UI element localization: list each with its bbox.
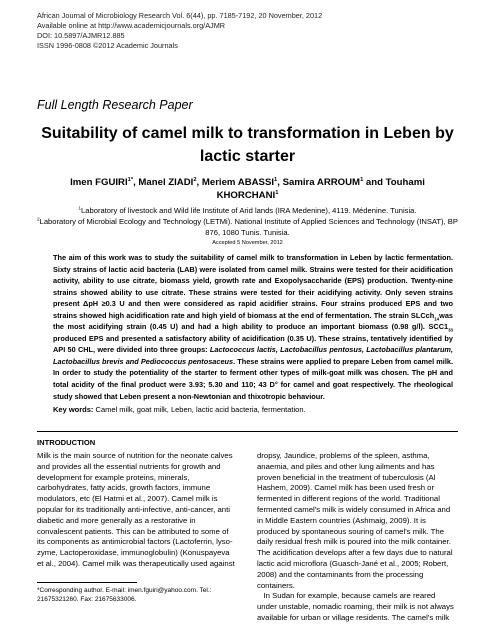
abstract: The aim of this work was to study the suitability of camel milk to transformation in Leben by lactic fermentation. Sixty strains of lactic acid bacteria (LAB) were isolated from camel milk. Strains were tested for their acidification activity, ability to use citrate, biomass yield, growth rate and Exopolysaccharide (EPS) production. Twenty-nine strains showed ability to use citrate. These strains were tested for their acidifying activity. Only seven strains present ΔpH ≥0.3 U and then were considered as rapid acidifier strains. Four strains produced EPS and two strains showed high acidification rate and high yield of biomass at the end of fermentation. The strain SLCch$_{14}$was the most acidifying strain (0.45 U) and had a high ability to produce an important biomass (0.98 g/l). $SCC1_{33}$ produced EPS and presented a satisfactory ability of acidification (0.35 U). These strains, tentatively identified by API 50 CHL, were divided into three groups: Lactococcus lactis, Lactobacillus pentosus, Lactobacillus plantarum, Lactobacillus brevis and Pediococcus pentosaceus. These strains were applied to prepare Leben from camel milk. In order to study the potentiality of the starter to ferment other types of milk-goat milk was chosen. The pH and total acidity of the final product were 3.93; 5.30 and 110; 43 D° for camel and goat respectively. The rheological study showed that Leben present a non-Newtonian and thixotropic behaviour. xyxy=(53,253,454,401)
affiliation-2: $^2$Laboratory of Microbial Ecology and Technology (LETMi). National Institute of Applied Sciences and Technology (INSAT), BP 876, 1080 Tunis. Tunisia. xyxy=(37,216,458,237)
issn: ISSN 1996-0808 ©2012 Academic Journals xyxy=(37,41,178,50)
text-line: modulators, etc (El Hatmi et al., 2007). Camel milk is xyxy=(37,494,218,504)
text-line: proven beneficial in the treatment of tuberculosis (Al xyxy=(257,472,436,482)
section-heading-introduction: INTRODUCTION xyxy=(37,438,96,447)
text-line: The acidification develops after a few days due to natural xyxy=(257,548,453,558)
footnote-divider xyxy=(37,582,137,583)
journal-header xyxy=(37,11,322,51)
text-line: et al., 2004). Camel milk was therapeutically used against xyxy=(37,558,235,568)
text-line: popular for its traditionally anti-infective, anti-cancer, anti xyxy=(37,504,230,514)
doi: DOI: 10.5897/AJMR12.885 xyxy=(37,31,125,40)
affiliations xyxy=(30,205,465,238)
author-1: Imen $FGUIRI^{1*}$, xyxy=(70,176,139,188)
text-line: 2008) and the contaminants from the processing xyxy=(257,569,424,579)
accepted-date: Accepted 5 November, 2012 xyxy=(212,240,283,246)
species-names: Lactococcus lactis, Lactobacillus pentosus, Lactobacillus plantarum, Lactobacillus brevis and Pediococcus pentosaceus xyxy=(53,345,454,366)
text-line: lactic acid microflora (Guasch-Jané et al., 2005; Robert, xyxy=(257,558,449,568)
keywords-label: Key words: xyxy=(53,405,94,414)
right-column-text xyxy=(257,451,454,624)
corresponding-author-footnote: *Corresponding author. E-mail: imen.fguiri@yahoo.com. Tel.: 21675321260. Fax: 21675633006. xyxy=(37,587,212,603)
author-5: Touhami KHORCHANI$^1$ xyxy=(216,177,425,201)
journal-url: Available online at http://www.academicjournals.org/AJMR xyxy=(37,21,226,30)
author-2: Manel ZIADI$^2$, xyxy=(138,176,202,188)
text-line: zyme, Lactoperoxidase, immunoglobulin) (Konuspayeva xyxy=(37,548,230,558)
text-line: containers. xyxy=(257,580,295,590)
text-line: anaemia, and piles and other lung ailments and has xyxy=(257,461,435,471)
text-line: Hashem, 2009). Camel milk has been used fresh or xyxy=(257,483,435,493)
keywords xyxy=(53,405,463,414)
text-line: diabetic and more generally as a restorative in xyxy=(37,515,196,525)
text-line: In Sudan for example, because camels are reared xyxy=(257,591,436,601)
text-line: fermented in different regions of the world. Traditional xyxy=(257,494,440,504)
text-line: and provides all the essential nutrients for growth and xyxy=(37,461,221,471)
text-line: produced by spontaneous souring of camel's milk. The xyxy=(257,526,445,536)
author-list xyxy=(50,176,445,202)
paper-type: Full Length Research Paper xyxy=(37,98,193,112)
text-line: dropsy, Jaundice, problems of the spleen, asthma, xyxy=(257,451,430,460)
left-column-text xyxy=(37,451,235,570)
text-line: development for example proteins, minerals, xyxy=(37,472,190,482)
text-line: convalescent patients. This can be attributed to some of xyxy=(37,526,229,536)
text-line: Milk is the main source of nutrition for the neonate calves xyxy=(37,451,233,460)
journal-citation: African Journal of Microbiology Research Vol. 6(44), pp. 7185-7192, 20 November, 2012 xyxy=(37,11,323,20)
text-line: its components as antimicrobial factors (Lactoferrin, lyso- xyxy=(37,537,233,547)
text-line: fermented camel's milk is widely consumed in Africa and xyxy=(257,504,451,514)
text-line: available for urban or village residents. The camel's milk xyxy=(257,612,450,622)
text-line: daily residual fresh milk is poured into the milk container. xyxy=(257,537,451,547)
text-line: in Middle Eastern countries (Ashmaig, 2009). It is xyxy=(257,515,426,525)
text-line: under unstable, nomadic roaming, their milk is not always xyxy=(257,602,454,612)
keywords-text: Camel milk, goat milk, Leben, lactic acid bacteria, fermentation. xyxy=(93,405,306,414)
paper-title: Suitability of camel milk to transformation in Leben by lactic starter xyxy=(41,125,454,165)
author-3: Meriem ABASSI$^1$, xyxy=(201,176,283,188)
author-4: Samira ARROUM$^1$ and xyxy=(282,176,386,188)
text-line: carbohydrates, fatty acids, growth factors, immune xyxy=(37,483,211,493)
affiliation-1: $^1$Laboratory of livestock and Wild life Institute of Arid lands (IRA Medenine), 4119. Médenine. Tunisia. xyxy=(78,205,417,215)
section-divider xyxy=(37,431,458,432)
